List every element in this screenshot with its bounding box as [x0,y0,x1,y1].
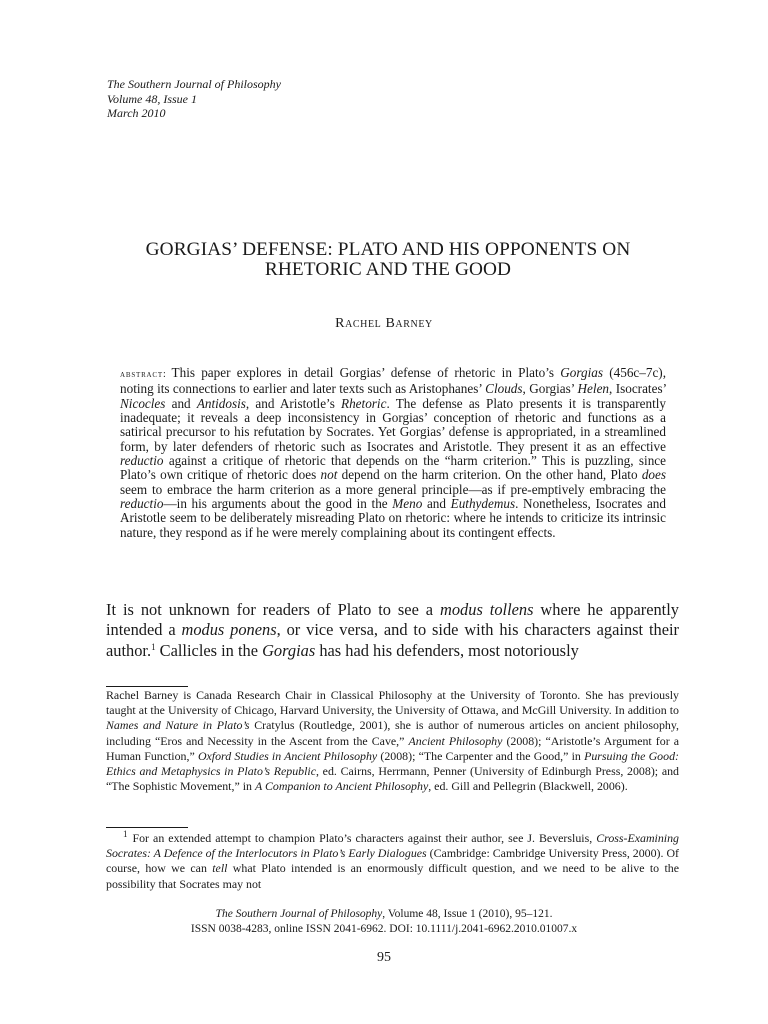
text-run: against a critique of rhetoric that depends on the “harm criterion.” This is puzzling, since Plato’s own critique of rhetoric does [120,453,666,483]
text-run: (Cambridge: Cambridge University Press, 2000). Of course, how we can [106,846,679,876]
footnote-marker: 1 [151,641,156,652]
footnote-marker: 1 [123,829,128,839]
text-run: what Plato intended is an enormously difficult question, and we need to be alive to the possibility that Socrates may not [106,861,679,891]
footnote-1 [106,831,679,892]
italic-text: Oxford Studies in Ancient Philosophy [197,748,378,763]
text-run: , Isocrates’ [609,381,666,397]
text-run: , ed. Cairns, Herrmann, Penner (University of Edinburgh Press, 2008); and “The Sophistic Movement,” in [106,764,679,794]
journal-date: March 2010 [107,106,166,120]
text-run: It is not unknown for readers of Plato to see a [106,600,441,619]
text-run: where he apparently intended a [106,600,679,640]
text-run: has had his defenders, most notoriously [315,640,579,660]
footnote-divider [106,827,188,828]
italic-text: The Southern Journal of Philosophy [215,908,383,920]
journal-name: The Southern Journal of Philosophy [107,77,281,91]
footnote-divider [106,686,188,687]
journal-volume-issue: Volume 48, Issue 1 [107,91,197,106]
text-run: and [422,496,451,512]
text-run: , ed. Gill and Pellegrin (Blackwell, 2006). [428,779,628,794]
text-run: , or vice versa, and to side with his characters against their author. [106,620,679,660]
text-run: . The defense as Plato presents it is transparently inadequate; it reveals a deep inconsistency in Gorgias’ conception of rhetoric and functions as a satirical precursor to his refutation by Socrates. Yet Gorgias’ defense is appropriated, in a streamlined form, by later defenders of rhetoric such as Isocrates and Aristotle. They present it as an effective [120,395,667,454]
italic-text: Meno [392,496,423,512]
text-run: , Volume 48, Issue 1 (2010), 95–121. [382,908,553,920]
page-number: 95 [377,950,391,965]
text-run: Cratylus (Routledge, 2001), she is author of numerous articles on ancient philosophy, including “Eros and Necessity in the Ascent from the Cave,” [106,718,679,748]
author-note [106,688,679,794]
italic-text: Names and Nature in Plato’s [106,718,250,733]
text-run: , Gorgias’ [522,381,578,397]
abstract [120,366,666,540]
italic-text: reductio [120,453,164,469]
text-run: . Nonetheless, Isocrates and Aristotle seem to be deliberately misreading Plato on rhetoric: where he intends to criticize its intrinsic nature, they respond as if he were merely complaining about its contingent effects. [120,496,666,540]
text-run: and [165,395,197,411]
italic-text: Antidosis [196,395,246,411]
text-run: Rachel Barney is Canada Research Chair in Classical Philosophy at the University of Toronto. She has previously taught at the University of Chicago, Harvard University, the University of Ottawa, and McGill University. In addition to [106,688,679,718]
article-title-line-1: GORGIAS’ DEFENSE: PLATO AND HIS OPPONENTS ON [145,239,631,260]
italic-text: Ancient Philosophy [408,733,503,748]
italic-text: Cross-Examining Socrates: A Defence of the Interlocutors in Plato’s Early Dialogues [106,831,679,861]
italic-text: Helen [577,381,610,397]
text-run: (456c–7c), noting its connections to earlier and later texts such as Aristophanes’ [120,365,666,397]
italic-text: Gorgias [560,365,604,380]
italic-text: Clouds [485,381,523,397]
italic-text: reductio [120,496,164,512]
citation-footer [0,907,768,936]
italic-text: modus ponens [181,620,277,640]
text-run: seem to embrace the harm criterion as a more general principle—as if pre-emptively embracing the [120,481,666,497]
italic-text: modus tollens [440,600,534,619]
italic-text: Pursuing the Good: Ethics and Metaphysics in Plato’s Republic [106,748,679,779]
italic-text: Euthydemus [450,496,516,512]
text-run: For an extended attempt to champion Plato’s characters against their author, see J. Beversluis, [132,831,597,845]
text-run: —in his arguments about the good in the [163,496,393,512]
italic-text: A Companion to Ancient Philosophy [254,779,429,794]
text-run: Callicles in the [155,640,263,660]
text-run: (2008); “Aristotle’s Argument for a Human Function,” [106,733,679,763]
abstract-text [120,365,666,540]
citation-issn-doi: ISSN 0038-4283, online ISSN 2041-6962. DOI: 10.1111/j.2041-6962.2010.01007.x [190,922,578,935]
journal-info [107,77,281,121]
article-title-line-2: RHETORIC AND THE GOOD [264,259,512,280]
text-run: (2008); “The Carpenter and the Good,” in [377,748,585,763]
text-run: , and Aristotle’s [245,395,342,411]
italic-text: Rhetoric [341,395,387,411]
abstract-label: abstract: [120,369,167,380]
body-paragraph [106,600,679,661]
italic-text: does [641,467,666,483]
italic-text: Gorgias [262,640,316,660]
article-title [100,240,676,280]
text-run: depend on the harm criterion. On the other hand, Plato [337,467,642,483]
italic-text: Nicocles [120,395,166,411]
citation-line-1 [0,907,768,922]
italic-text: not [320,467,338,483]
text-run: This paper explores in detail Gorgias’ defense of rhetoric in Plato’s [171,365,561,380]
italic-text: tell [212,861,228,876]
author-name: Rachel Barney [335,316,433,331]
